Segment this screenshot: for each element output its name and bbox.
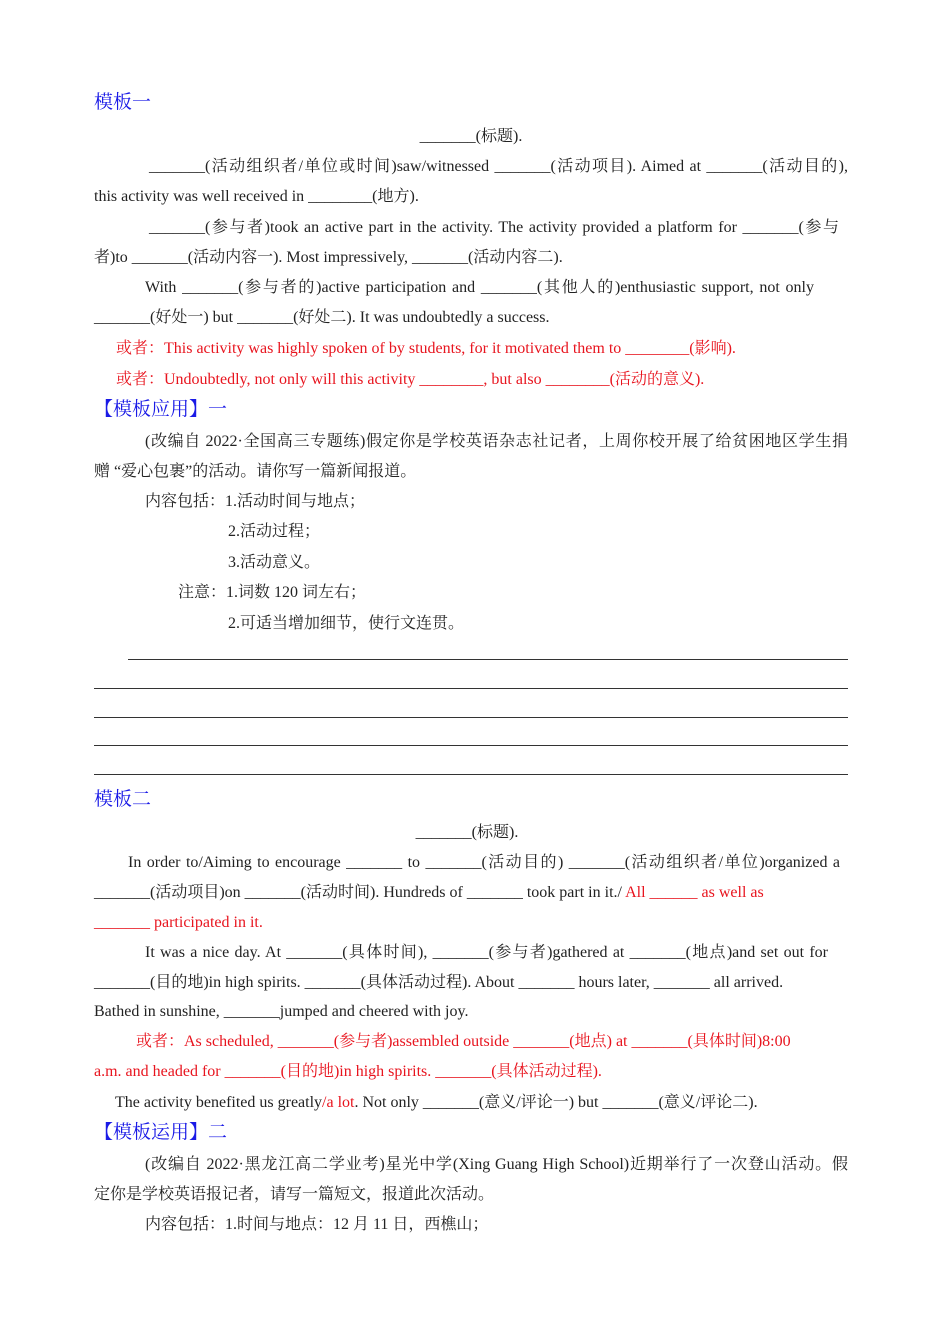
content-item: 3.活动意义。	[228, 554, 321, 571]
answer-line[interactable]	[94, 688, 848, 689]
text-segment: . Not only _______(意义/评论一) but _______(意义/评论二).	[354, 1094, 758, 1111]
alternative-sentence: 或者：This activity was highly spoken of by students, for it motivated them to ________(影响).	[116, 340, 736, 357]
question-line: (改编自 2022·黑龙江高二学业考)星光中学(Xing Guang High School)近期举行了一次登山活动。假	[145, 1156, 848, 1173]
answer-line[interactable]	[94, 774, 848, 775]
note-item: 2.可适当增加细节，使行文连贯。	[228, 615, 465, 632]
paragraph-line	[94, 883, 848, 903]
paragraph-line: _______(好处一) but _______(好处二). It was undoubtedly a success.	[94, 309, 550, 326]
paragraph-line: _______(目的地)in high spirits. _______(具体活动过程). About _______ hours later, _______ all arrived.	[94, 974, 784, 991]
alternative-sentence: 或者：Undoubtedly, not only will this activity ________, but also ________(活动的意义).	[116, 371, 705, 388]
question-line: (改编自 2022·全国高三专题练)假定你是学校英语杂志社记者，上周你校开展了给贫困地区学生捐	[145, 433, 848, 450]
alternative-sentence: 或者：As scheduled, _______(参与者)assembled outside _______(地点) at _______(具体时间)8:00	[136, 1033, 791, 1050]
paragraph-line: It was a nice day. At _______(具体时间), _______(参与者)gathered at _______(地点)and set out for	[145, 944, 828, 961]
alternative-sentence: a.m. and headed for _______(目的地)in high spirits. _______(具体活动过程).	[94, 1063, 602, 1080]
text-segment: The activity benefited us greatly	[115, 1094, 323, 1111]
alternative-segment: /a lot	[322, 1094, 355, 1111]
paragraph-line: In order to/Aiming to encourage _______ to _______(活动目的) _______(活动组织者/单位)organized a	[128, 854, 840, 871]
answer-line[interactable]	[94, 717, 848, 718]
content-item: 2.活动过程；	[228, 523, 321, 540]
answer-line[interactable]	[128, 659, 848, 660]
paragraph-line: _______(活动组织者/单位或时间)saw/witnessed _______(活动项目). Aimed at _______(活动目的),	[149, 158, 848, 175]
template-two-heading: 模板二	[94, 789, 152, 810]
answer-line[interactable]	[94, 745, 848, 746]
template-one-title: _______(标题).	[419, 128, 523, 145]
content-item: 内容包括：1.时间与地点：12 月 11 日，西樵山；	[145, 1216, 489, 1233]
template-one-heading: 模板一	[94, 92, 152, 113]
application-one-heading: 【模板应用】一	[94, 399, 228, 420]
note-item: 注意：1.词数 120 词左右；	[178, 584, 367, 601]
paragraph-line: _______(参与者)took an active part in the activity. The activity provided a platform for _______(参与	[149, 219, 839, 236]
content-item: 内容包括：1.活动时间与地点；	[145, 493, 366, 510]
question-line: 定你是学校英语报记者，请写一篇短文，报道此次活动。	[94, 1186, 495, 1203]
paragraph-line: Bathed in sunshine, _______jumped and cheered with joy.	[94, 1003, 469, 1020]
alternative-segment: _______ participated in it.	[94, 914, 263, 931]
alternative-segment: All ______ as well as	[625, 884, 764, 901]
paragraph-line: this activity was well received in ________(地方).	[94, 188, 419, 205]
application-two-heading: 【模板运用】二	[94, 1122, 228, 1143]
paragraph-line: With _______(参与者的)active participation and _______(其他人的)enthusiastic support, not only	[145, 279, 814, 296]
template-two-title: _______(标题).	[415, 824, 519, 841]
text-segment: _______(活动项目)on _______(活动时间). Hundreds of _______ took part in it./	[94, 884, 626, 901]
question-line: 赠 “爱心包裹”的活动。请你写一篇新闻报道。	[94, 463, 417, 480]
paragraph-line	[115, 1093, 869, 1113]
paragraph-line: 者)to _______(活动内容一). Most impressively, _______(活动内容二).	[94, 249, 563, 266]
